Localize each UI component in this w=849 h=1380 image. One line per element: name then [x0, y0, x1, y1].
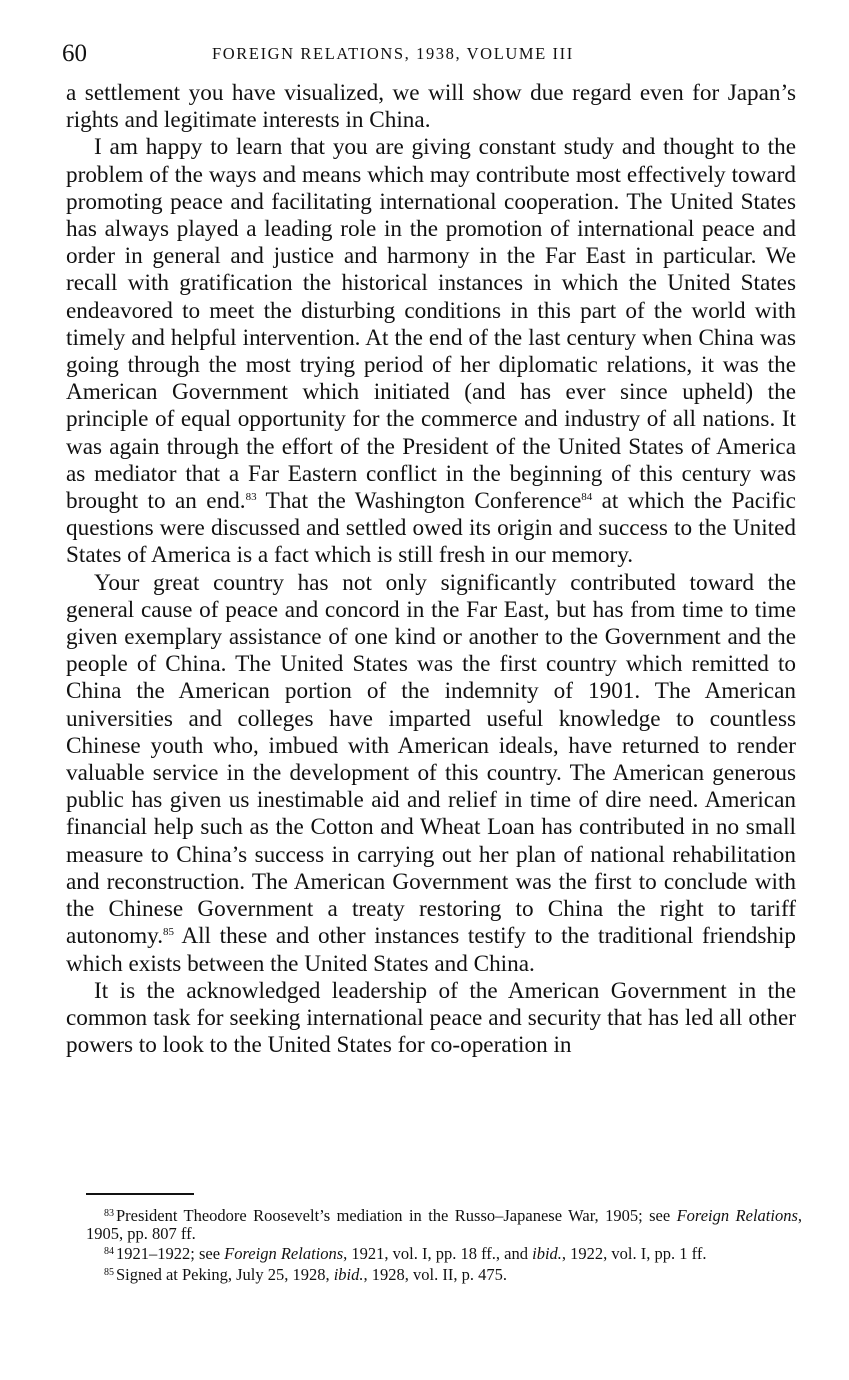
paragraph-text: I am happy to learn that you are giving constant study and thought to the problem of the ways and means which may contribute most effectively toward promoting peace and facilitating international cooperation. The United States has always played a leading role in the promotion of international peace and order in general and justice and harmony in the Far East in particular. We recall with gratification the historical instances in which the United States endeavored to meet the disturbing conditions in this part of the world with timely and helpful intervention. At the end of the last century when China was going through the most trying period of her diplomatic relations, it was the American Government which initiated (and has ever since upheld) the principle of equal opportunity for the commerce and industry of all nations. It was again through the effort of the President of the United States of America as mediator that a Far Eastern conflict in the beginning of this century was brought to an end. [66, 134, 796, 515]
paragraph-text: That the Washington Conference [256, 488, 582, 515]
paragraph-text: Your great country has not only significantly contributed toward the general cause of peace and concord in the Far East, but has from time to time given exemplary assistance of one kind or another to the Government and the people of China. The United States was the first country which remitted to China the American portion of the indemnity of 1901. The American universities and colleges have imparted useful knowledge to countless Chinese youth who, imbued with American ideals, have returned to render valuable service in the development of this country. The American generous public has given us inestimable aid and relief in time of dire need. American financial help such as the Cotton and Wheat Loan has contributed in no small measure to China’s success in carrying out her plan of national rehabilitation and reconstruction. The American Government was the first to conclude with the Chinese Government a treaty restoring to China the right to tariff autonomy. [66, 569, 796, 950]
page-number: 60 [62, 40, 87, 67]
footnote-citation-title: Foreign Relations [224, 1244, 344, 1263]
footnote-84 [86, 1243, 802, 1263]
footnote-83 [86, 1205, 802, 1242]
footnote-text: , 1905, pp. 807 ff. [86, 1206, 802, 1243]
footnote-text: , 1922, vol. I, pp. 1 ff. [561, 1244, 707, 1263]
running-head: FOREIGN RELATIONS, 1938, VOLUME III [212, 44, 574, 63]
paragraph [66, 570, 796, 978]
footnote-85 [86, 1264, 802, 1284]
paragraph-continued [66, 80, 796, 134]
footnote-reference: 84 [581, 491, 593, 504]
footnote-reference: 83 [245, 491, 257, 504]
page-header [62, 40, 789, 74]
footnotes [86, 1205, 802, 1284]
footnote-citation-ibid: ibid. [333, 1264, 364, 1284]
footnote-text: , 1921, vol. I, pp. 18 ff., and [343, 1244, 533, 1263]
footnote-number: 84 [104, 1246, 114, 1257]
footnote-number: 83 [104, 1208, 114, 1219]
paragraph-text: at which the Pacific questions were discussed and settled owed its origin and success to the United States of America is a fact which is still fresh in our memory. [66, 488, 796, 569]
footnote-text: Signed at Peking, July 25, 1928, [116, 1264, 334, 1284]
footnote-citation-title: Foreign Relations [676, 1206, 798, 1225]
footnote-text: President Theodore Roosevelt’s mediation in the Russo–Japanese War, 1905; see [116, 1206, 677, 1225]
footnote-text: , 1928, vol. II, p. 475. [363, 1264, 507, 1284]
footnote-number: 85 [104, 1266, 114, 1278]
paragraph-text: All these and other instances testify to the traditional friendship which exists between the United States and China. [66, 923, 796, 977]
footnote-citation-ibid: ibid. [532, 1244, 562, 1263]
paragraph [66, 978, 796, 1060]
paragraph [66, 134, 796, 569]
footnote-divider [86, 1193, 194, 1195]
footnote-reference: 85 [163, 926, 175, 939]
paragraph-text: a settlement you have visualized, we will show due regard even for Japan’s rights and legitimate interests in China. [66, 80, 796, 134]
footnote-text: 1921–1922; see [116, 1244, 225, 1263]
body-text [66, 80, 796, 1059]
paragraph-text: It is the acknowledged leadership of the American Government in the common task for seeking international peace and security that has led all other powers to look to the United States for co-operation in [66, 977, 796, 1059]
